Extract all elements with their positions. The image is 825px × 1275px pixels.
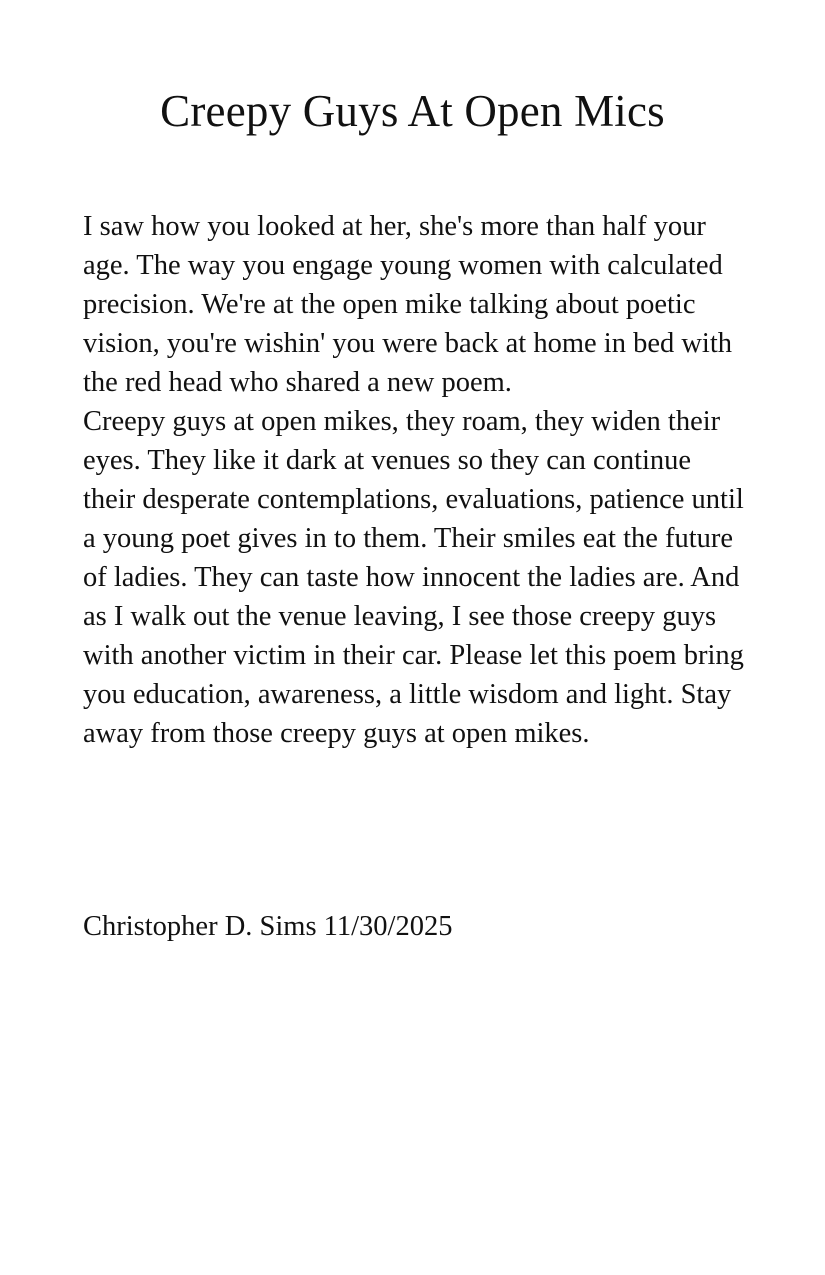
author-signature: Christopher D. Sims 11/30/2025 [83, 911, 453, 942]
poem-title: Creepy Guys At Open Mics [160, 86, 665, 136]
poem-body [83, 207, 748, 753]
poem-paragraph-2: Creepy guys at open mikes, they roam, they widen their eyes. They like it dark at venues so they can continue their desperate contemplations, evaluations, patience until a young poet gives in to them. Their smiles eat the future of ladies. They can taste how innocent the ladies are. And as I walk out the venue leaving, I see those creepy guys with another victim in their car. Please let this poem bring you education, awareness, a little wisdom and light. Stay away from those creepy guys at open mikes. [83, 406, 744, 749]
poem-paragraph-1: I saw how you looked at her, she's more than half your age. The way you engage young women with calculated precision. We're at the open mike talking about poetic vision, you're wishin' you were back at home in bed with the red head who shared a new poem. [83, 211, 733, 398]
